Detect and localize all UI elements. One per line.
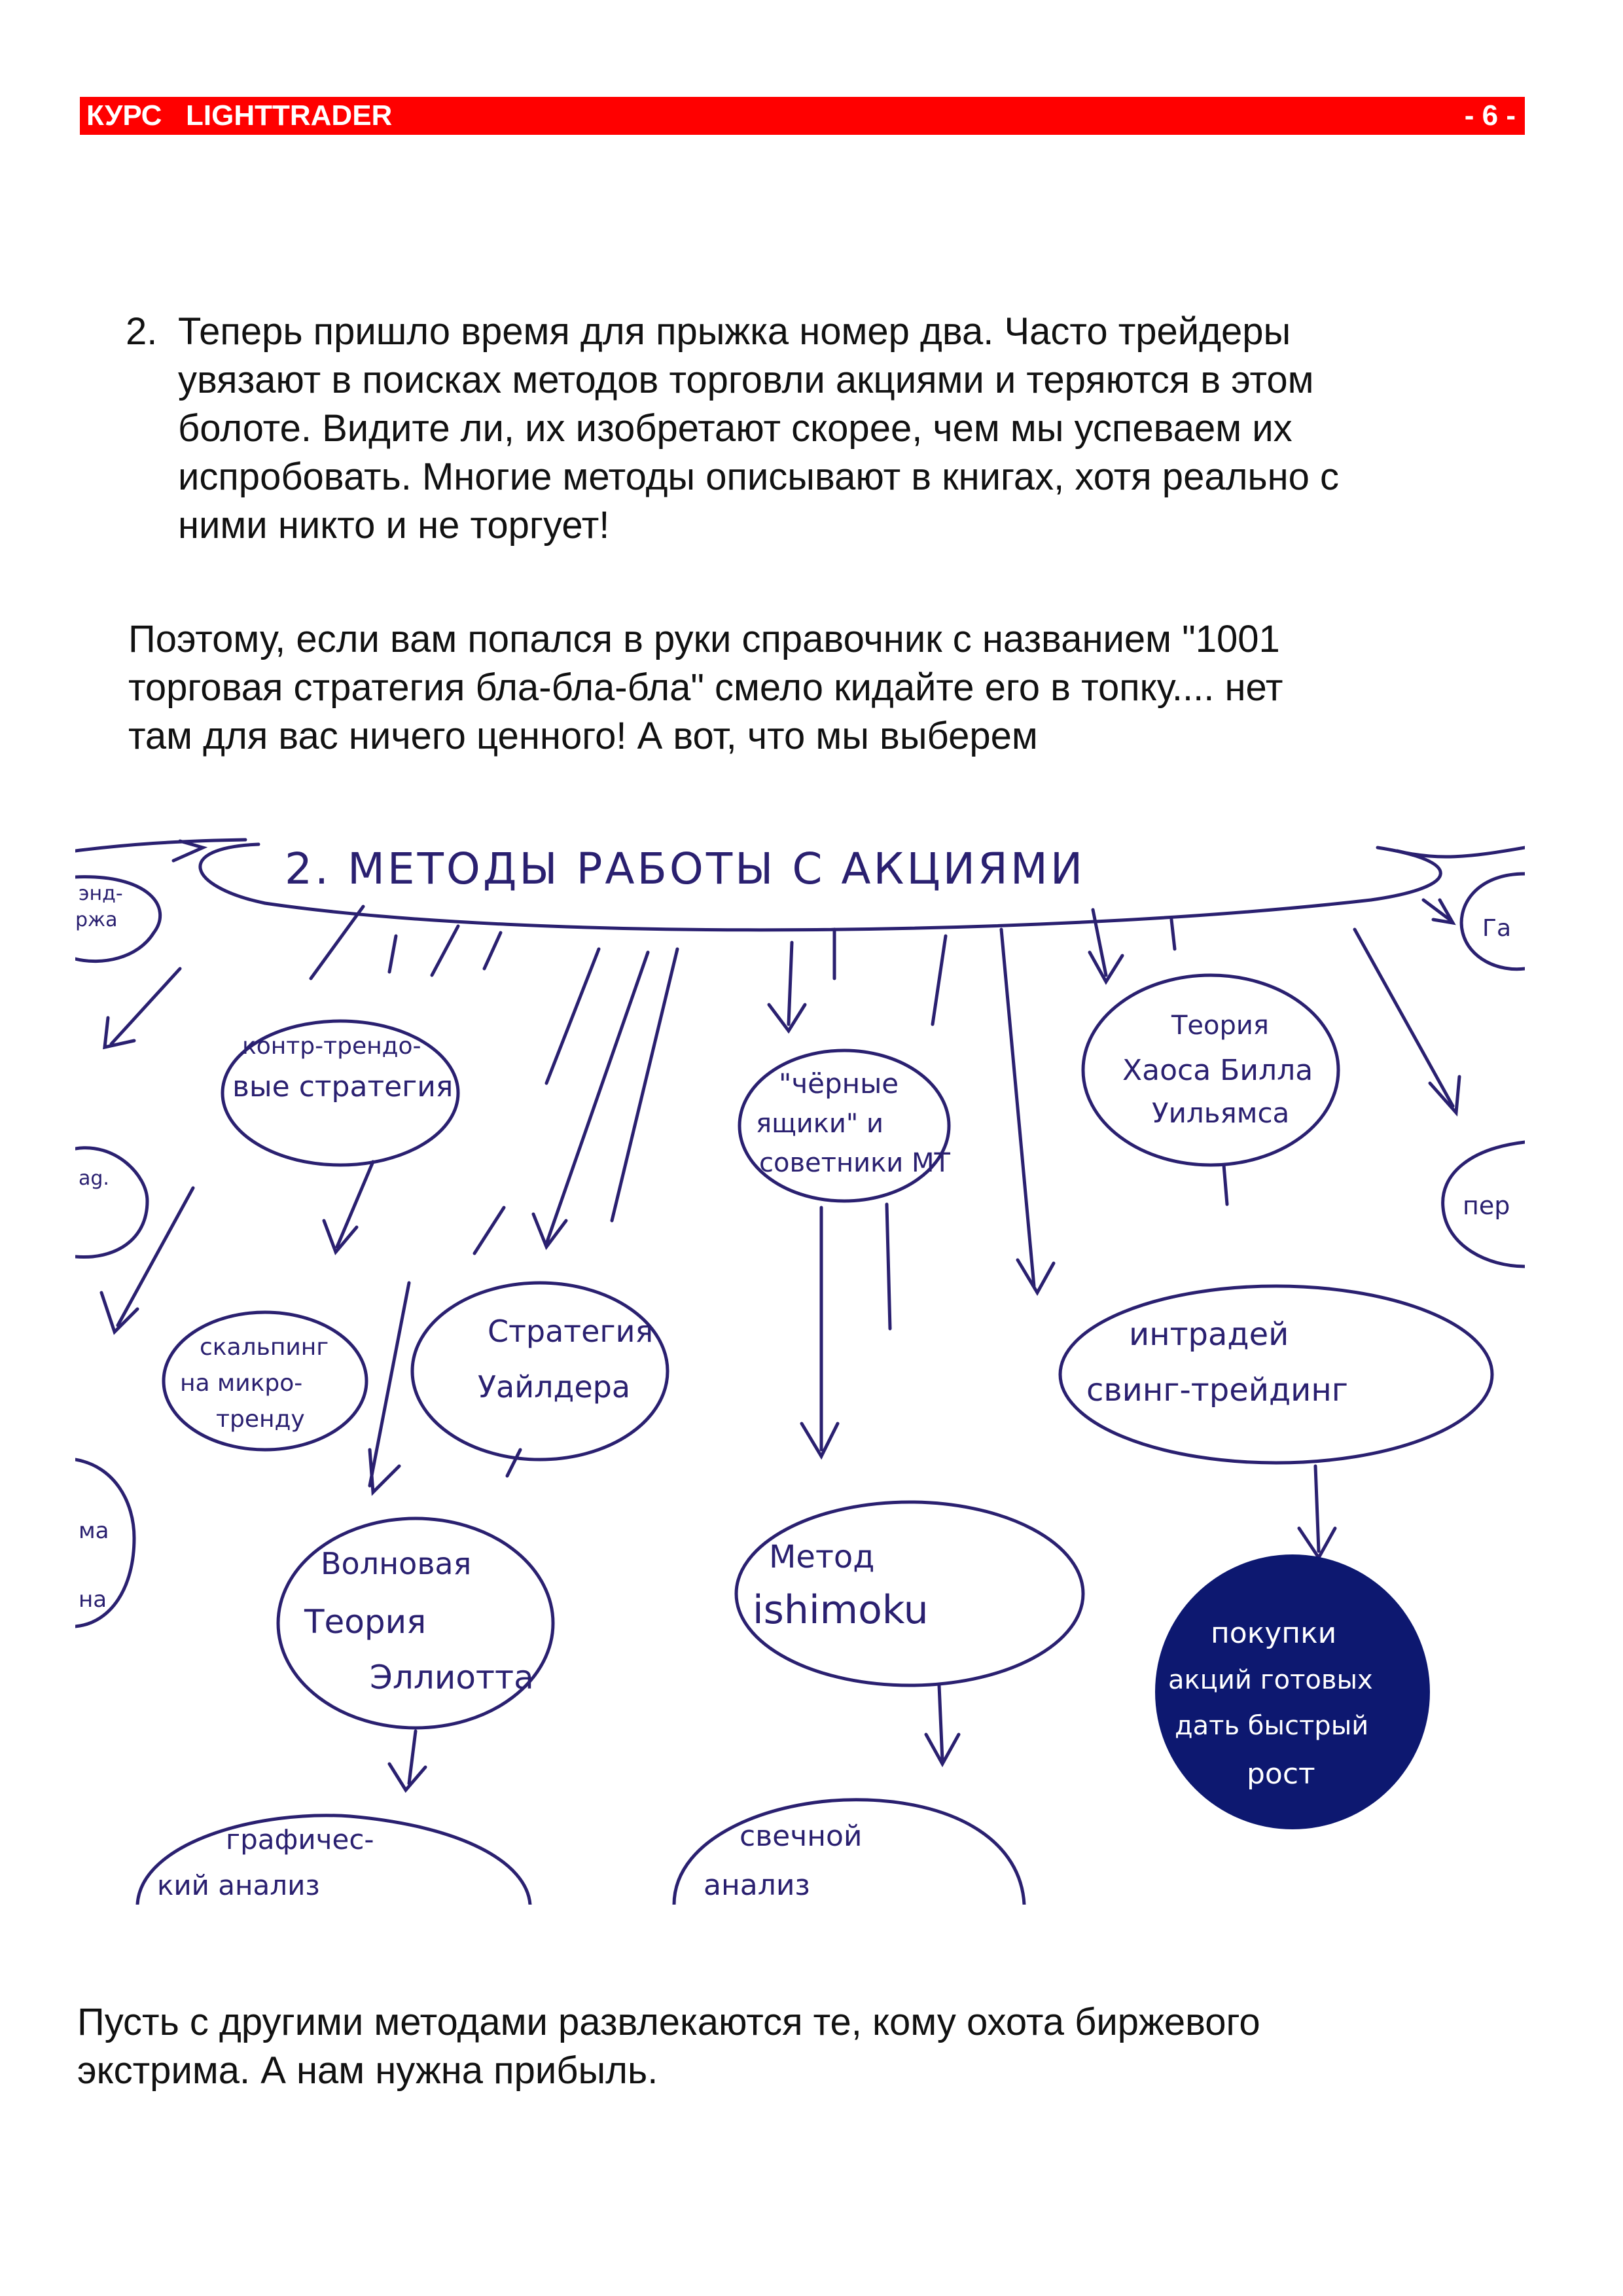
partial-label: ма [79,1518,109,1544]
course-title: КУРС LIGHTTRADER [86,99,393,132]
partial-label: пер [1463,1191,1510,1220]
node-buy-line: акций готовых [1168,1665,1373,1695]
node-buy-line: дать быстрый [1175,1711,1369,1741]
text-line: экстрима. А нам нужна прибыль. [77,2049,658,2092]
node-countertrend-line: вые стратегия [232,1070,454,1103]
paragraph-conclusion [77,1998,1260,2095]
partial-label: аg. [79,1167,109,1190]
node-elliott-line: Эллиотта [370,1659,534,1696]
node-ichimoku-line: ishimoku [753,1587,929,1633]
text-line: болоте. Видите ли, их изобретают скорее, чем мы успеваем их [178,407,1293,450]
node-blackbox-line: "чёрные [779,1067,899,1100]
text-line: Теперь пришло время для прыжка номер два. Часто трейдеры [178,310,1291,353]
node-graphic-line: кий анализ [157,1869,320,1901]
node-wilder-line: Стратегия [488,1314,654,1349]
node-candle-line: свечной [740,1820,863,1853]
text-line: торговая стратегия бла-бла-бла" смело кидайте его в топку.... нет [128,666,1283,709]
node-ichimoku-line: Метод [769,1539,875,1575]
node-chaos-line: Хаоса Билла [1122,1054,1313,1087]
node-elliott-line: Волновая [321,1546,472,1581]
node-buy-line: покупки [1211,1617,1337,1650]
node-chaos-line: Теория [1171,1011,1269,1041]
text-line: испробовать. Многие методы описывают в книгах, хотя реально с [178,456,1340,498]
partial-label: Га [1482,915,1512,942]
node-blackbox-line: ящики" и [756,1109,883,1139]
list-number: 2. [126,310,158,353]
node-intraday-line: свинг-трейдинг [1086,1372,1348,1408]
node-elliott-line: Теория [304,1603,427,1641]
node-scalping-line: на микро- [180,1370,303,1397]
text-line: Поэтому, если вам попался в руки справочник с названием "1001 [128,618,1280,660]
node-wilder-line: Уайлдера [478,1369,631,1405]
node-intraday-line: интрадей [1129,1316,1289,1353]
list-item-text [178,308,1339,550]
text-line: увязают в поисках методов торговли акциями и теряются в этом [178,359,1314,401]
text-line: там для вас ничего ценного! А вот, что мы выберем [128,715,1038,757]
node-blackbox-line: советники МТ [759,1148,950,1178]
mind-map-diagram [75,821,1525,1905]
header-bar [80,97,1525,135]
node-scalping-line: тренду [216,1406,305,1433]
node-scalping-line: скальпинг [200,1334,329,1361]
paragraph-intro [128,615,1283,761]
diagram-title: 2. МЕТОДЫ РАБОТЫ С АКЦИЯМИ [285,844,1086,894]
node-graphic-line: графичес- [226,1823,374,1856]
page-number: - 6 - [1464,99,1516,132]
text-line: ними никто и не торгует! [178,504,610,547]
text-line: Пусть с другими методами развлекаются те, кому охота биржевого [77,2001,1260,2043]
partial-label: энд- [79,882,123,905]
partial-label: на [79,1587,107,1613]
node-chaos-line: Уильямса [1152,1097,1290,1129]
node-buy-line: рост [1247,1757,1315,1791]
node-candle-line: анализ [704,1869,810,1902]
partial-label: ржа [75,908,118,931]
node-countertrend-line: контр-трендо- [242,1033,421,1060]
